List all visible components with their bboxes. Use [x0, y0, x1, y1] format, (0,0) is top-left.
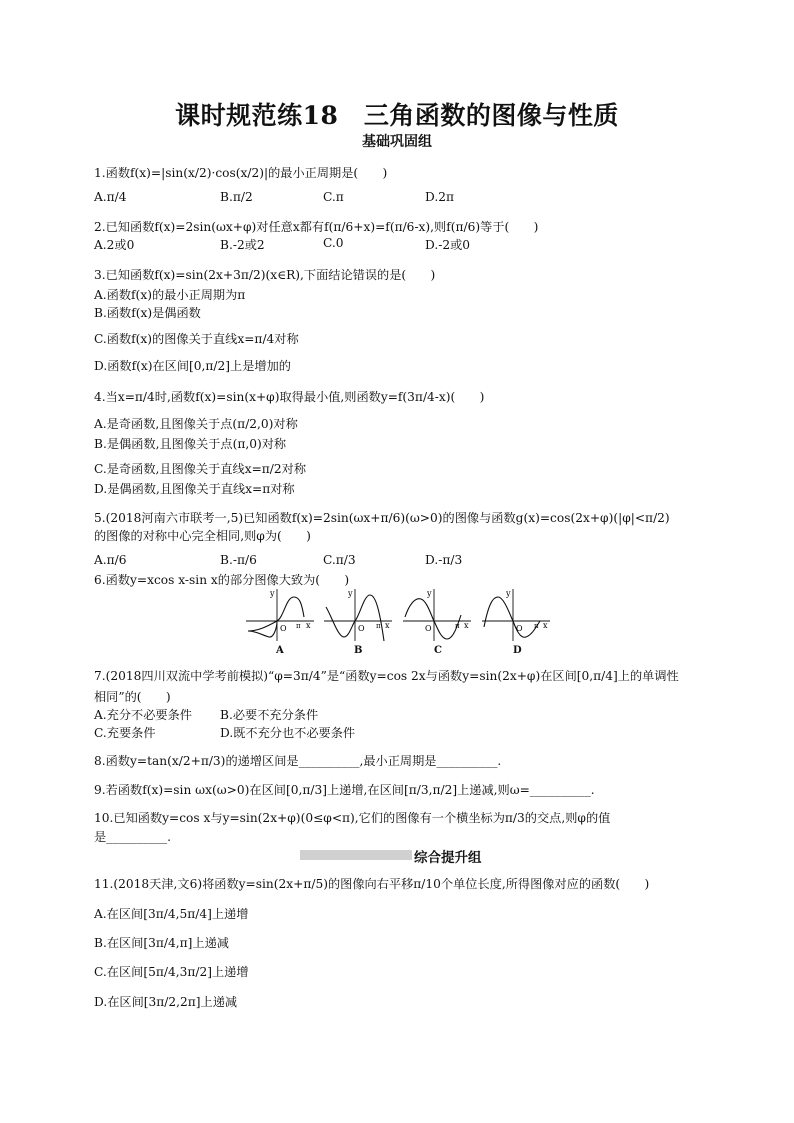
q6-graph-label-b: B [354, 645, 363, 656]
q6-a-pi: π [296, 622, 301, 630]
q6-c-y-label: y [427, 589, 432, 598]
question-8: 8.函数y=tan(x/2+π/3)的递增区间是__________,最小正周期是__________. [94, 754, 502, 768]
q6-d-origin: O [516, 624, 523, 633]
q4-option-b: B.是偶函数,且图像关于点(π,0)对称 [94, 437, 287, 451]
q4-option-c: C.是奇函数,且图像关于直线x=π/2对称 [94, 462, 307, 476]
question-5: 5.(2018河南六市联考一,5)已知函数f(x)=2sin(ωx+π/6)(ω>0)的图像与函数g(x)=cos(2x+φ)(|φ|<π/2) [94, 511, 670, 525]
q7-option-d: D.既不充分也不必要条件 [220, 726, 356, 740]
question-2: 2.已知函数f(x)=2sin(ωx+φ)对任意x都有f(π/6+x)=f(π/6-x),则f(π/6)等于( ) [94, 220, 539, 234]
question-10-continued: 是__________. [94, 830, 171, 844]
section-heading-advanced-label: 综合提升组 [414, 850, 482, 866]
q11-option-d: D.在区间[3π/2,2π]上递减 [94, 995, 238, 1009]
question-9: 9.若函数f(x)=sin ωx(ω>0)在区间[0,π/3]上递增,在区间[π/3,π/2]上递减,则ω=__________. [94, 783, 595, 797]
q6-graph-label-d: D [513, 645, 522, 656]
q4-option-d: D.是偶函数,且图像关于直线x=π对称 [94, 482, 295, 496]
q6-d-pi: π [534, 622, 539, 630]
q6-graph-b [322, 587, 394, 643]
q1-option-c: C.π [323, 190, 344, 204]
q2-option-b: B.-2或2 [220, 238, 265, 252]
question-3: 3.已知函数f(x)=sin(2x+3π/2)(x∈R),下面结论错误的是( ) [94, 268, 436, 282]
q3-option-d: D.函数f(x)在区间[0,π/2]上是增加的 [94, 359, 291, 373]
section-divider-bar [300, 850, 412, 860]
q3-option-b: B.函数f(x)是偶函数 [94, 306, 201, 320]
question-7-continued: 相同”的( ) [94, 690, 171, 704]
q11-option-a: A.在区间[3π/4,5π/4]上递增 [94, 907, 249, 921]
question-4: 4.当x=π/4时,函数f(x)=sin(x+φ)取得最小值,则函数y=f(3π/4-x)( ) [94, 390, 485, 404]
q6-graph-label-a: A [276, 645, 284, 656]
q6-b-y-label: y [348, 589, 353, 598]
q6-c-origin: O [425, 624, 432, 633]
q2-option-d: D.-2或0 [425, 238, 471, 252]
q1-option-a: A.π/4 [94, 190, 127, 204]
q6-graph-d [480, 587, 552, 643]
q6-b-x-label: x [385, 621, 390, 630]
q7-option-c: C.充要条件 [94, 726, 156, 740]
q2-option-a: A.2或0 [94, 238, 135, 252]
q5-option-d: D.-π/3 [425, 553, 463, 567]
q6-b-pi: π [376, 622, 381, 630]
question-6: 6.函数y=xcos x-sin x的部分图像大致为( ) [94, 573, 350, 587]
q6-c-pi: π [455, 622, 460, 630]
q6-graph-label-c: C [434, 645, 442, 656]
q2-option-c: C.0 [323, 236, 344, 250]
q6-graph-c [401, 587, 473, 643]
question-1: 1.函数f(x)=|sin(x/2)·cos(x/2)|的最小正周期是( ) [94, 166, 388, 180]
q3-option-c: C.函数f(x)的图像关于直线x=π/4对称 [94, 332, 299, 346]
q5-option-b: B.-π/6 [220, 553, 257, 567]
q7-option-a: A.充分不必要条件 [94, 708, 192, 722]
q1-option-d: D.2π [425, 190, 454, 204]
question-7: 7.(2018四川双流中学考前模拟)“φ=3π/4”是“函数y=cos 2x与函数y=sin(2x+φ)在区间[0,π/4]上的单调性 [94, 669, 679, 683]
q7-option-b: B.必要不充分条件 [220, 708, 319, 722]
section-heading-advanced [300, 846, 600, 864]
question-11: 11.(2018天津,文6)将函数y=sin(2x+π/5)的图像向右平移π/10个单位长度,所得图像对应的函数( ) [94, 877, 650, 891]
section-heading-basic: 基础巩固组 [362, 134, 432, 150]
q6-d-x-label: x [543, 621, 548, 630]
q11-option-b: B.在区间[3π/4,π]上递减 [94, 936, 229, 950]
question-5-continued: 的图像的对称中心完全相同,则φ为( ) [94, 529, 311, 543]
q6-a-origin: O [280, 624, 287, 633]
q4-option-a: A.是奇函数,且图像关于点(π/2,0)对称 [94, 417, 298, 431]
question-10: 10.已知函数y=cos x与y=sin(2x+φ)(0≤φ<π),它们的图像有一个横坐标为π/3的交点,则φ的值 [94, 811, 611, 825]
q5-option-a: A.π/6 [94, 553, 127, 567]
q6-a-y-label: y [270, 589, 275, 598]
q6-b-origin: O [358, 624, 365, 633]
q6-c-x-label: x [464, 621, 469, 630]
q11-option-c: C.在区间[5π/4,3π/2]上递增 [94, 965, 249, 979]
q3-option-a: A.函数f(x)的最小正周期为π [94, 288, 246, 302]
q6-d-y-label: y [506, 589, 511, 598]
q6-graph-a [244, 587, 316, 643]
q6-a-x-label: x [306, 621, 311, 630]
q5-option-c: C.π/3 [323, 553, 356, 567]
page-title: 课时规范练18 三角函数的图像与性质 [175, 101, 619, 130]
q1-option-b: B.π/2 [220, 190, 253, 204]
